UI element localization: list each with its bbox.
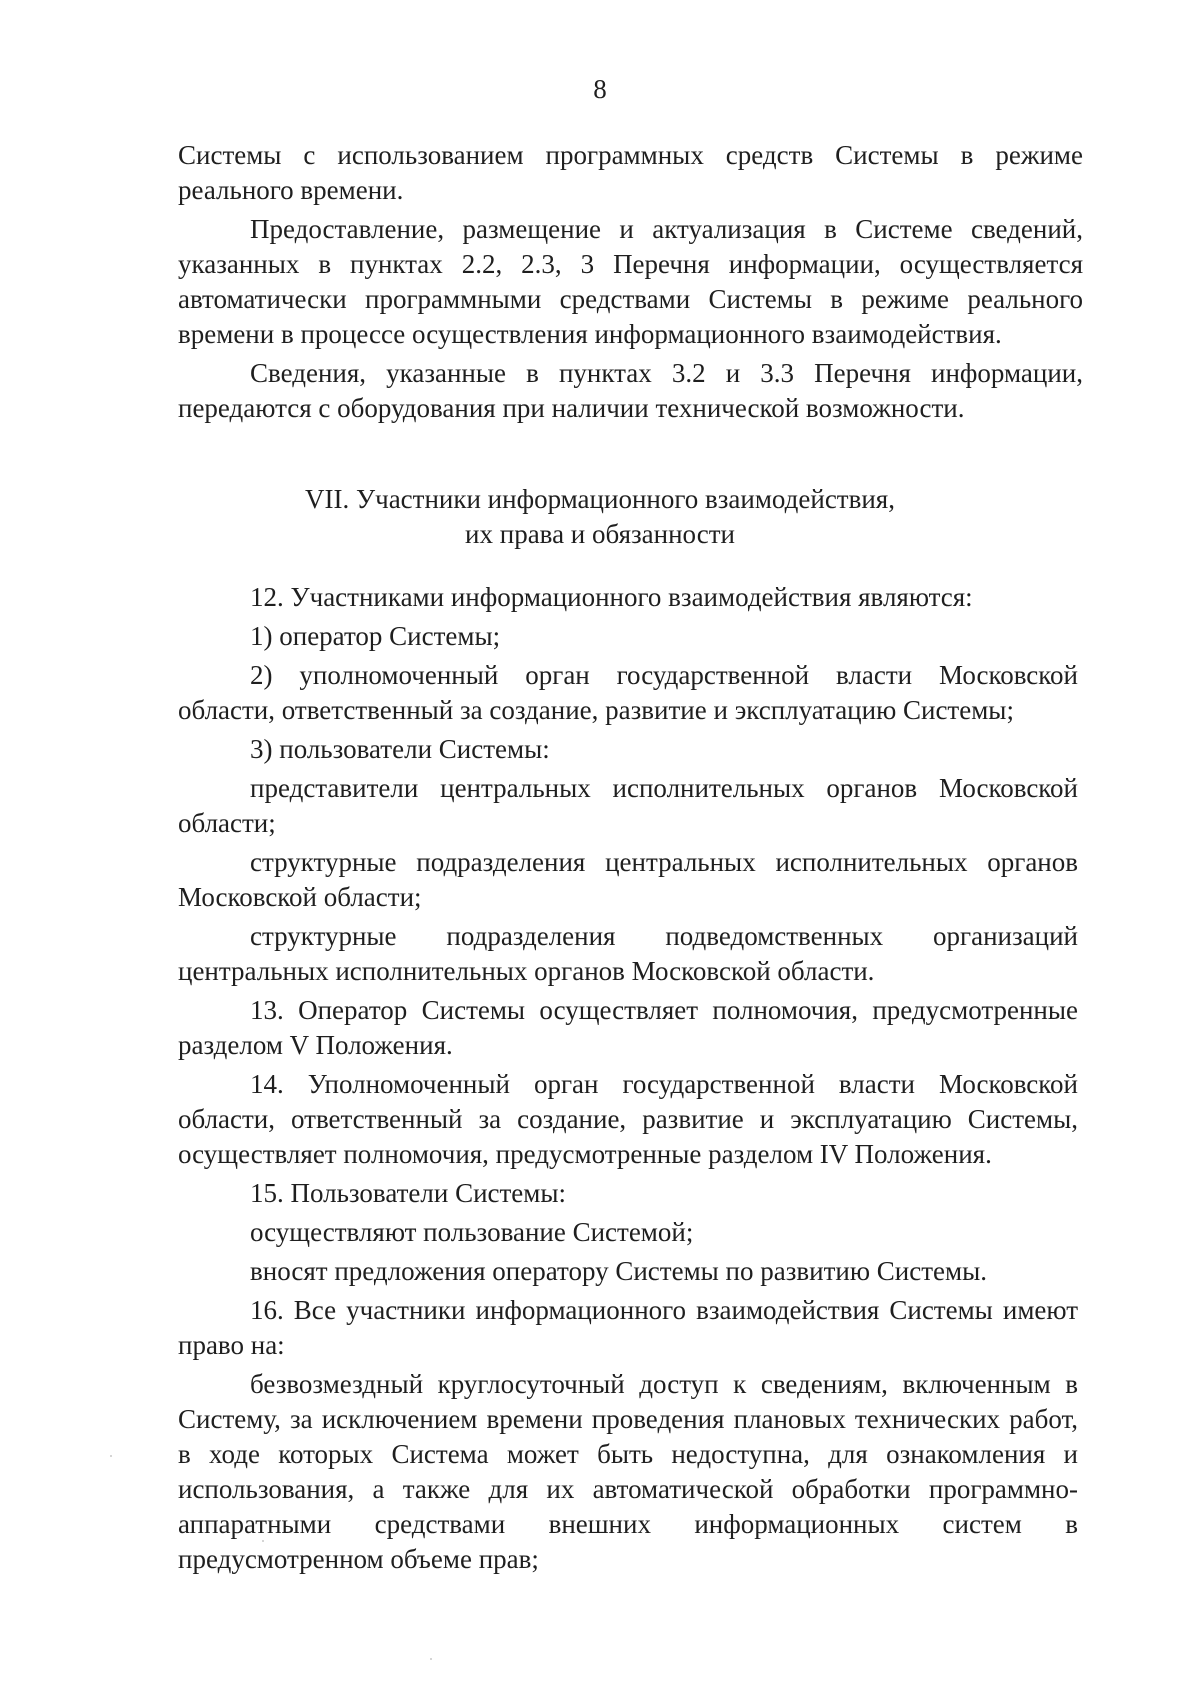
list-subitem-access: безвозмездный круглосуточный доступ к сведениям, включенным в Систему, за исключением времени проведения плановых технических работ, в ходе которых Система может быть недоступна, для ознакомления и использования, а также для их автоматической обработки программно-аппаратными средствами внешних информационных систем в предусмотренном объеме прав; xyxy=(178,1369,1078,1574)
list-item-1: 1) оператор Системы; xyxy=(250,621,501,651)
section-heading-line1: VII. Участники информационного взаимодействия, xyxy=(305,484,895,514)
list-item-2: 2) уполномоченный орган государственной власти Московской области, ответственный за создание, развитие и эксплуатацию Системы; xyxy=(178,660,1078,725)
paragraph-item-15: 15. Пользователи Системы: xyxy=(250,1178,567,1208)
paragraph-continuation: Системы с использованием программных средств Системы в режиме реального времени. xyxy=(178,140,1083,205)
paragraph-item-16: 16. Все участники информационного взаимодействия Системы имеют право на: xyxy=(178,1295,1078,1360)
paragraph-item-14: 14. Уполномоченный орган государственной власти Московской области, ответственный за создание, развитие и эксплуатацию Системы, осуществляет полномочия, предусмотренные разделом IV Положения. xyxy=(178,1069,1078,1169)
paragraph-item-12: 12. Участниками информационного взаимодействия являются: xyxy=(250,582,973,612)
top-text-block xyxy=(178,138,1083,430)
paragraph-provision: Предоставление, размещение и актуализация в Системе сведений, указанных в пунктах 2.2, 2.3, 3 Перечня информации, осуществляется автоматически программными средствами Системы в режиме реального времени в процессе осуществления информационного взаимодействия. xyxy=(178,214,1083,349)
list-subitem-divisions: структурные подразделения центральных исполнительных органов Московской области; xyxy=(178,847,1078,912)
section-heading xyxy=(0,482,1200,552)
list-subitem-subordinate: структурные подразделения подведомственных организаций центральных исполнительных органов Московской области. xyxy=(178,921,1078,986)
list-item-3: 3) пользователи Системы: xyxy=(250,734,550,764)
scan-speck xyxy=(110,1455,112,1457)
scan-speck xyxy=(430,1658,432,1660)
list-subitem-representatives: представители центральных исполнительных органов Московской области; xyxy=(178,773,1078,838)
scan-speck xyxy=(262,1540,264,1542)
list-subitem-proposals: вносят предложения оператору Системы по развитию Системы. xyxy=(250,1256,987,1286)
paragraph-item-13: 13. Оператор Системы осуществляет полномочия, предусмотренные разделом V Положения. xyxy=(178,995,1078,1060)
paragraph-transfer: Сведения, указанные в пунктах 3.2 и 3.3 Перечня информации, передаются с оборудования при наличии технической возможности. xyxy=(178,358,1083,423)
list-subitem-use: осуществляют пользование Системой; xyxy=(250,1217,694,1247)
body-text-block xyxy=(178,580,1078,1581)
section-heading-line2: их права и обязанности xyxy=(465,519,735,549)
page-number: 8 xyxy=(593,74,607,104)
